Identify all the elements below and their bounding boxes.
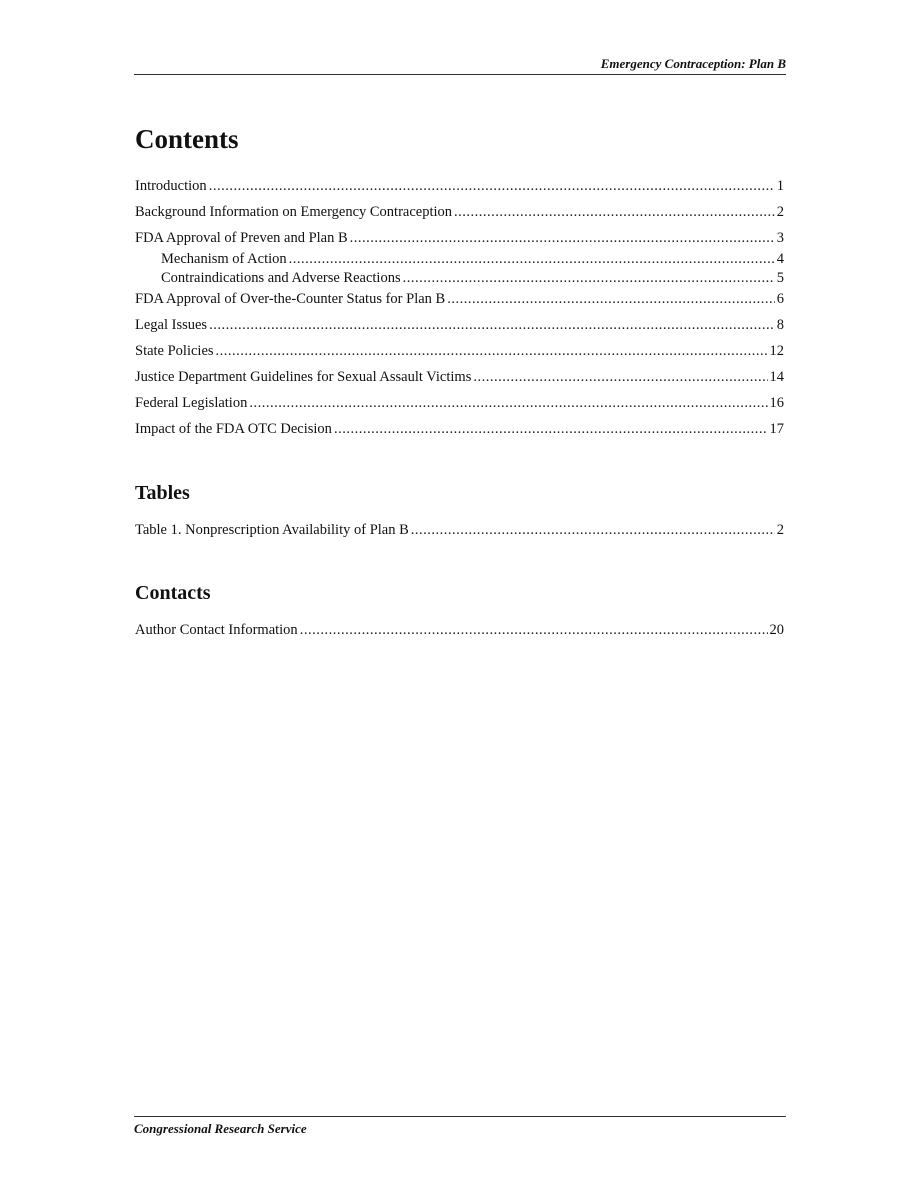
page-footer (134, 1116, 786, 1137)
toc-entry-page: 5 (776, 270, 784, 286)
dot-leader (350, 229, 775, 248)
toc-entry-legal-issues[interactable] (135, 316, 784, 335)
toc-entry-page: 14 (769, 369, 784, 385)
toc-entry-label: Background Information on Emergency Contraception (135, 204, 453, 220)
contents-list (135, 177, 784, 439)
dot-leader (454, 203, 775, 222)
dot-leader (249, 394, 767, 413)
toc-entry-label: Author Contact Information (135, 622, 298, 638)
toc-entry-federal-legislation[interactable] (135, 394, 784, 413)
toc-entry-page: 1 (776, 178, 784, 194)
toc-entry-author-contact[interactable] (135, 621, 784, 640)
contacts-list (135, 621, 784, 640)
toc-entry-justice-guidelines[interactable] (135, 368, 784, 387)
dot-leader (300, 621, 768, 640)
tables-list (135, 521, 784, 540)
toc-entry-page: 2 (776, 522, 784, 538)
toc-entry-table-1[interactable] (135, 521, 784, 540)
toc-entry-contraindications[interactable] (135, 269, 784, 288)
running-title: Emergency Contraception: Plan B (600, 56, 786, 71)
dot-leader (209, 177, 775, 196)
dot-leader (289, 250, 775, 269)
toc-entry-label: Table 1. Nonprescription Availability of Plan B (135, 522, 409, 538)
toc-entry-label: Justice Department Guidelines for Sexual Assault Victims (135, 369, 472, 385)
toc-entry-introduction[interactable] (135, 177, 784, 196)
tables-heading: Tables (135, 482, 190, 504)
toc-entry-impact[interactable] (135, 420, 784, 439)
running-header (134, 56, 786, 75)
toc-entry-label: Introduction (135, 178, 207, 194)
toc-entry-page: 4 (776, 251, 784, 267)
toc-entry-page: 20 (769, 622, 784, 638)
toc-entry-label: FDA Approval of Over-the-Counter Status for Plan B (135, 291, 446, 307)
toc-entry-label: FDA Approval of Preven and Plan B (135, 230, 348, 246)
toc-entry-state-policies[interactable] (135, 342, 784, 361)
footer-text: Congressional Research Service (134, 1121, 307, 1136)
dot-leader (403, 269, 775, 288)
toc-entry-fda-approval[interactable] (135, 229, 784, 248)
toc-entry-label: Mechanism of Action (161, 251, 287, 267)
toc-entry-page: 17 (769, 421, 784, 437)
toc-entry-page: 3 (776, 230, 784, 246)
toc-entry-mechanism[interactable] (135, 250, 784, 269)
dot-leader (473, 368, 767, 387)
dot-leader (209, 316, 775, 335)
dot-leader (216, 342, 768, 361)
toc-entry-page: 6 (776, 291, 784, 307)
toc-entry-label: Legal Issues (135, 317, 208, 333)
toc-entry-page: 2 (776, 204, 784, 220)
dot-leader (334, 420, 768, 439)
toc-entry-label: Federal Legislation (135, 395, 248, 411)
toc-entry-otc-status[interactable] (135, 290, 784, 309)
toc-entry-label: Contraindications and Adverse Reactions (161, 270, 401, 286)
dot-leader (447, 290, 775, 309)
toc-entry-background[interactable] (135, 203, 784, 222)
toc-entry-page: 8 (776, 317, 784, 333)
contacts-heading: Contacts (135, 582, 211, 604)
toc-entry-label: State Policies (135, 343, 214, 359)
toc-entry-page: 16 (769, 395, 784, 411)
dot-leader (411, 521, 775, 540)
contents-heading: Contents (135, 124, 239, 154)
toc-entry-page: 12 (769, 343, 784, 359)
toc-entry-label: Impact of the FDA OTC Decision (135, 421, 332, 437)
